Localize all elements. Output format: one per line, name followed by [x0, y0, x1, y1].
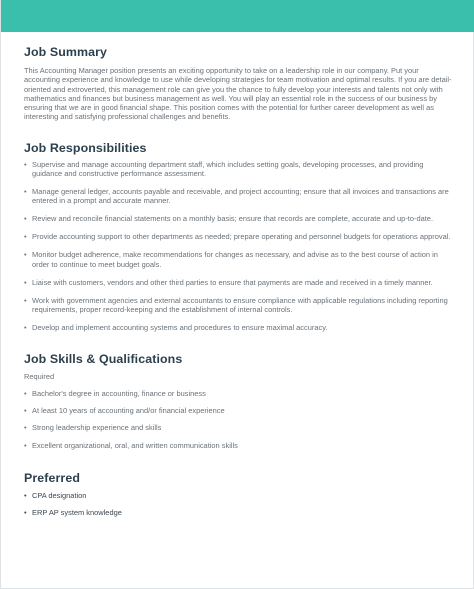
bullet-icon: • [24, 322, 27, 332]
list-item [24, 491, 452, 500]
job-summary-heading: Job Summary [24, 45, 108, 59]
required-label: Required [24, 372, 55, 382]
preferred-section [24, 471, 452, 517]
list-item [24, 278, 452, 287]
bullet-icon: • [24, 490, 27, 500]
bullet-icon: • [24, 214, 27, 224]
list-item [24, 250, 452, 269]
bullet-icon: • [24, 187, 27, 197]
preferred-list [24, 491, 452, 517]
list-item-text: Work with government agencies and external accountants to ensure compliance with applicable regulations including reporting requirements, proper record-keeping and the establishment of internal controls. [32, 295, 448, 314]
job-skills-heading: Job Skills & Qualifications [24, 352, 183, 367]
list-item-text: Provide accounting support to other departments as needed; prepare operating and personnel budgets for operations approval. [32, 232, 451, 242]
bullet-icon: • [24, 295, 27, 305]
job-summary-text: This Accounting Manager position presents an exciting opportunity to take on a leadership role in our company. Put your accounting experience and knowledge to use while developing strategies for team motivation and optimal results. If you are detail-oriented and extroverted, this management role can give you the chance to fully develop your interests and talents not only with mathematics and finances but business management as well. You will play an essential role in the success of our business by ensuring that we are in good financial shape. This position comes with the potential for further career development as well as interesting and satisfying professional challenges and benefits. [24, 66, 452, 122]
list-item-text: Review and reconcile financial statements on a monthly basis; ensure that records are complete, accurate and up-to-date. [32, 214, 434, 224]
bullet-icon: • [24, 406, 27, 416]
list-item [24, 187, 452, 206]
bullet-icon: • [24, 159, 27, 169]
list-item-text: ERP AP system knowledge [32, 507, 122, 517]
bullet-icon: • [24, 250, 27, 260]
bullet-icon: • [24, 423, 27, 433]
required-skills-list [24, 389, 452, 450]
list-item-text: Manage general ledger, accounts payable and receivable, and project accounting; ensure that all invoices and transactions are entered in a prompt and accurate manner. [32, 187, 449, 206]
content-area [24, 45, 452, 517]
bullet-icon: • [24, 232, 27, 242]
list-item [24, 508, 452, 517]
list-item-text: Supervise and manage accounting department staff, which includes setting goals, developing processes, and providing guidance and constructive performance assessment. [32, 159, 424, 179]
list-item-text: Excellent organizational, oral, and written communication skills [32, 440, 238, 450]
list-item-text: Bachelor's degree in accounting, finance or business [32, 389, 206, 399]
bullet-icon: • [24, 389, 27, 399]
list-item [24, 232, 452, 241]
list-item-text: Develop and implement accounting systems and procedures to ensure maximal accuracy. [32, 322, 328, 332]
bullet-icon: • [24, 440, 27, 450]
responsibilities-list [24, 160, 452, 332]
list-item-text: Liaise with customers, vendors and other third parties to ensure that payments are made and received in a timely manner. [32, 277, 433, 287]
list-item [24, 323, 452, 332]
job-responsibilities-section [24, 141, 452, 332]
list-item [24, 214, 452, 223]
list-item [24, 423, 452, 432]
bullet-icon: • [24, 507, 27, 517]
list-item [24, 406, 452, 415]
list-item [24, 160, 452, 179]
job-summary-section [24, 45, 452, 122]
preferred-heading: Preferred [24, 470, 80, 485]
list-item [24, 441, 452, 450]
list-item-text: At least 10 years of accounting and/or financial experience [32, 406, 225, 416]
job-skills-section [24, 352, 452, 450]
job-responsibilities-heading: Job Responsibilities [24, 140, 147, 155]
bullet-icon: • [24, 277, 27, 287]
list-item [24, 389, 452, 398]
list-item-text: Monitor budget adherence, make recommendations for changes as necessary, and advise as to the best course of action in order to continue to meet budget goals. [32, 250, 438, 269]
list-item-text: CPA designation [32, 490, 87, 500]
list-item [24, 296, 452, 315]
list-item-text: Strong leadership experience and skills [32, 423, 162, 433]
header-band [1, 0, 474, 32]
